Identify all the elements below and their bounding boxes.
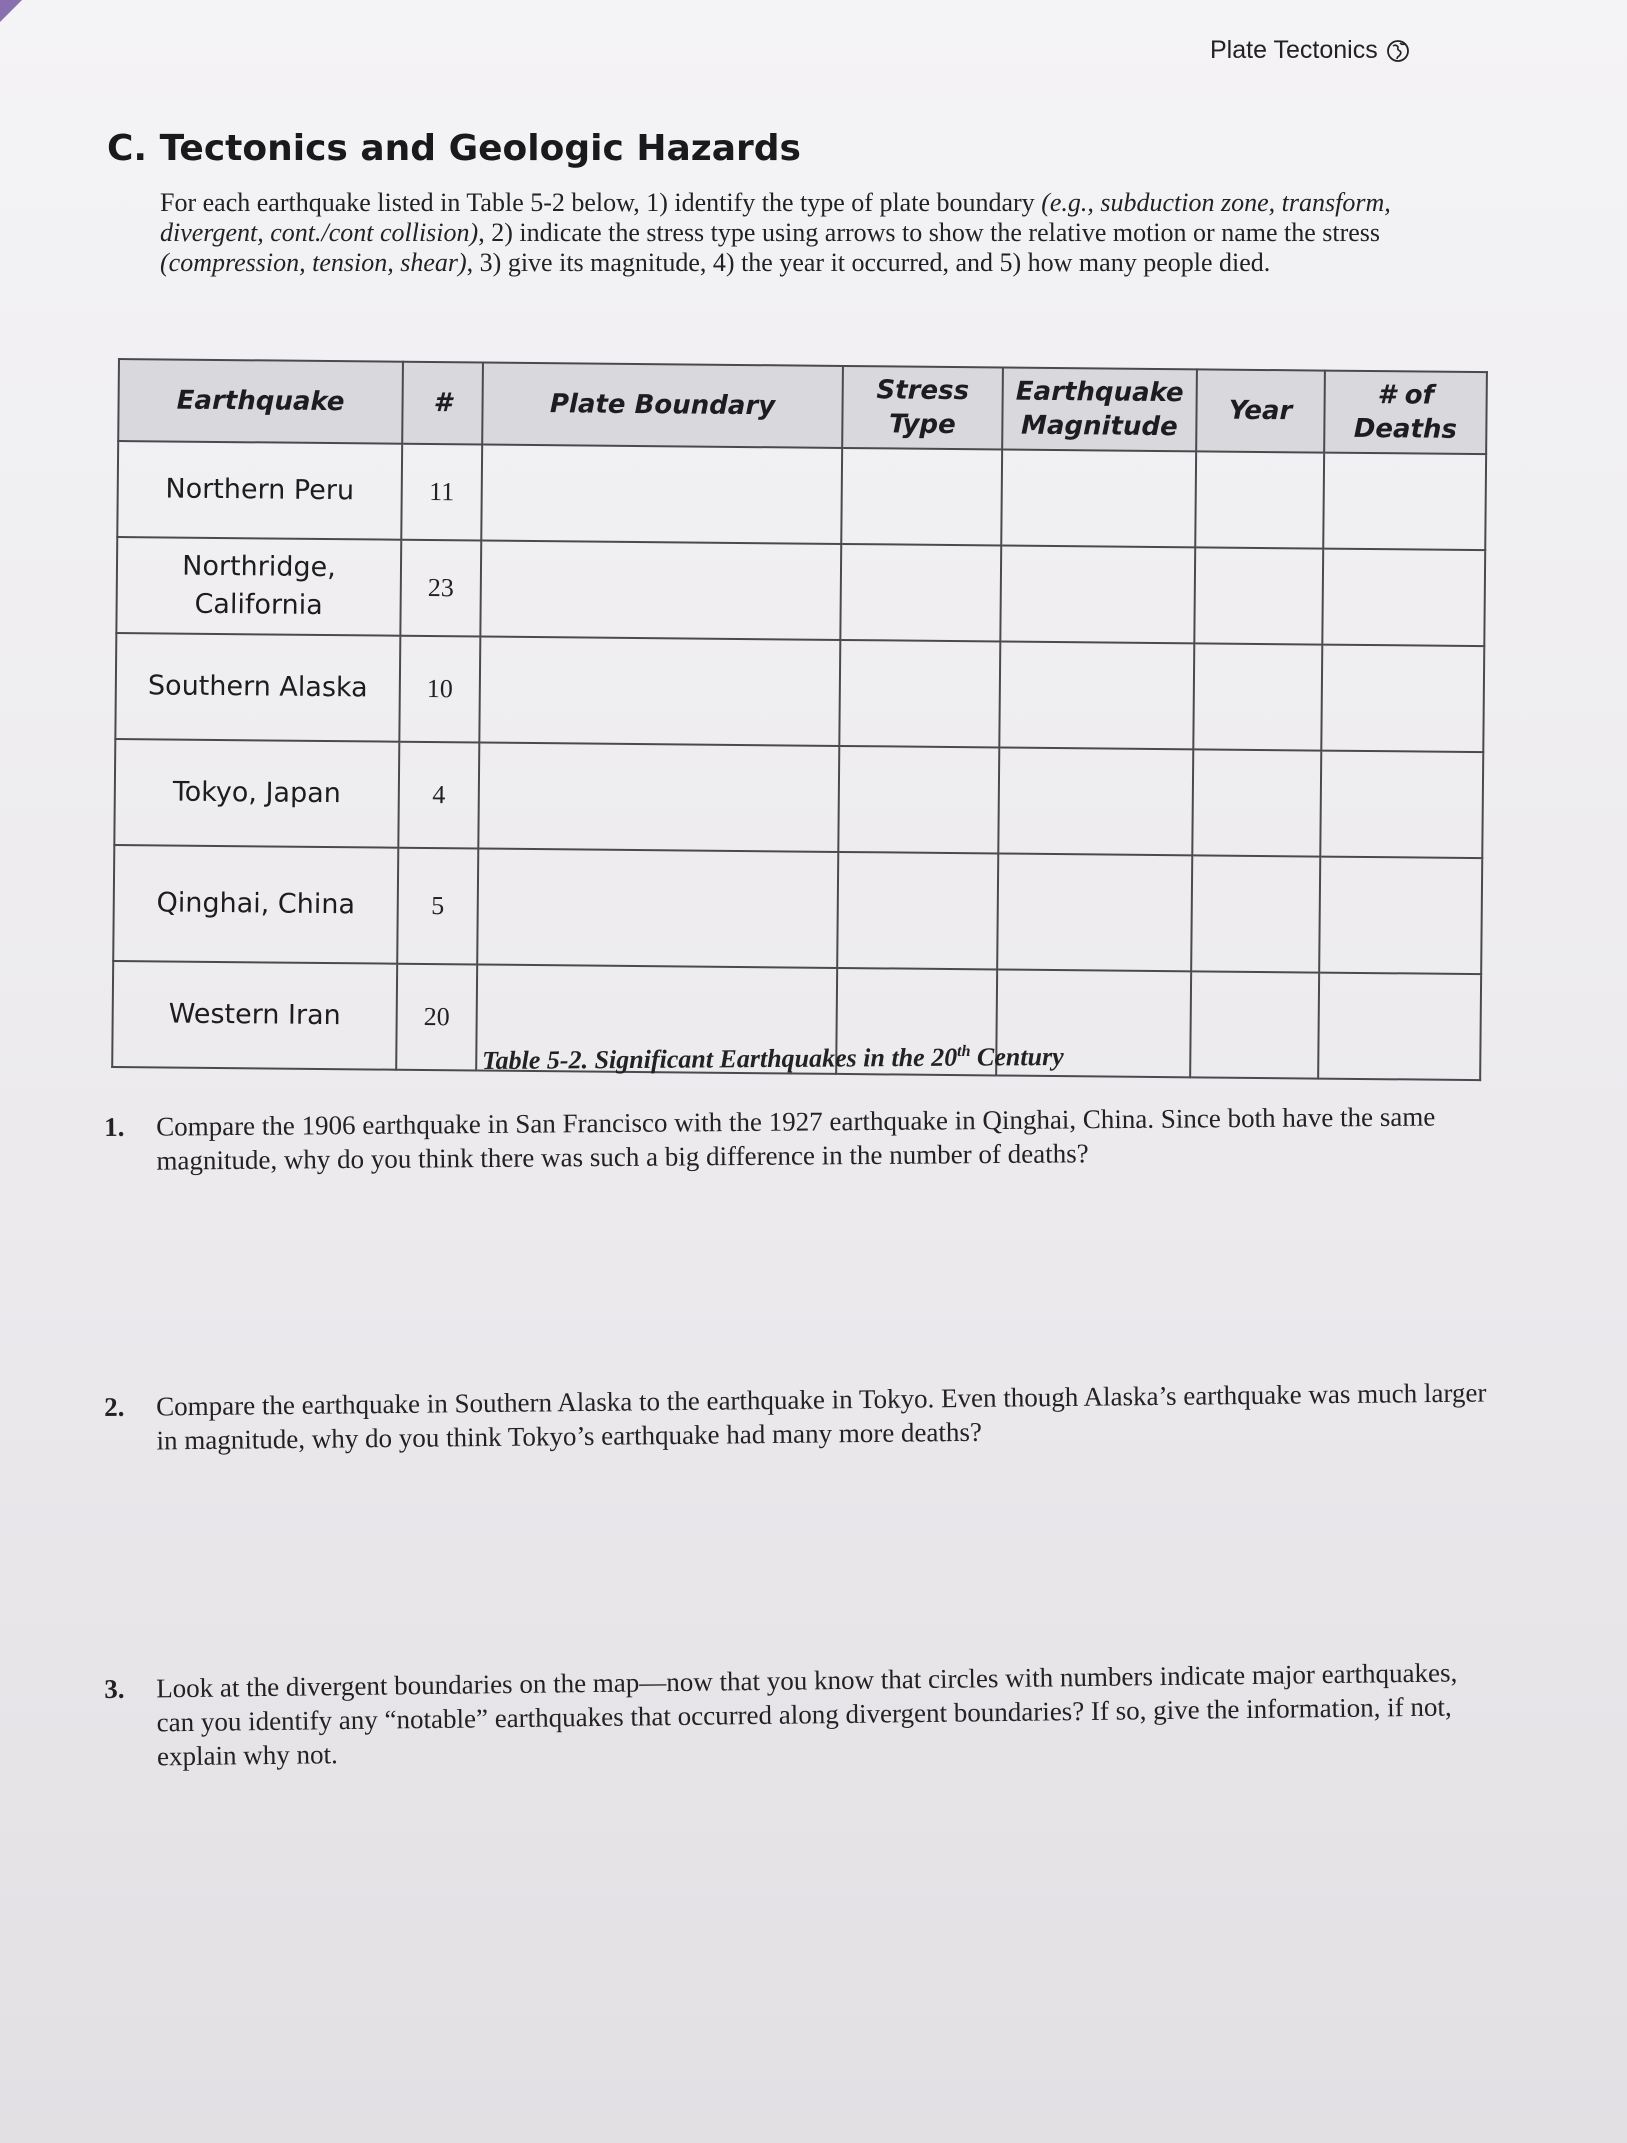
globe-icon: [1386, 39, 1410, 63]
stress-type-cell[interactable]: [839, 640, 1000, 748]
magnitude-cell[interactable]: [998, 747, 1193, 855]
header-stress-type: [842, 366, 1003, 450]
earthquake-name-cell: [113, 845, 398, 964]
plate-boundary-cell[interactable]: [478, 742, 839, 851]
header-deaths-line-1: # of: [1377, 380, 1434, 411]
stress-type-cell[interactable]: [837, 852, 998, 970]
header-earthquake: Earthquake: [118, 359, 403, 444]
earthquake-number-cell: 23: [400, 540, 481, 637]
question-text: Compare the 1906 earthquake in San Francisco with the 1927 earthquake in Qinghai, China. Since both have the same magnitude, why do you think there was such a big difference in the number of deaths?: [156, 1101, 1436, 1176]
magnitude-cell[interactable]: [997, 853, 1192, 971]
magnitude-cell[interactable]: [1001, 449, 1196, 547]
earthquake-name: Northern Peru: [165, 473, 355, 507]
caption-prefix: Table 5-2. Significant Earthquakes in the 20: [482, 1042, 958, 1075]
header-plate-boundary: Plate Boundary: [482, 363, 843, 448]
instructions-stress-examples: (compression, tension, shear): [160, 248, 467, 277]
table-header-row: [118, 359, 1487, 454]
running-header: [1210, 36, 1410, 65]
header-stress-line-1: Stress: [876, 375, 970, 407]
header-magnitude: [1002, 367, 1197, 451]
instructions: [104, 188, 1414, 278]
year-cell[interactable]: [1192, 749, 1321, 856]
header-title: Plate Tectonics: [1210, 36, 1378, 64]
earthquake-name-cell: [116, 537, 401, 636]
deaths-cell[interactable]: [1319, 857, 1482, 975]
plate-boundary-cell[interactable]: [477, 848, 838, 967]
earthquake-table: [111, 358, 1488, 1081]
instructions-boundary-examples: (e.g., subduction zone, transform, divergent, cont./cont collision): [160, 188, 1391, 247]
earthquake-name: Northridge,: [182, 550, 336, 584]
deaths-cell[interactable]: [1322, 549, 1485, 647]
earthquake-name: Qinghai, China: [156, 887, 356, 921]
question-number: 3.: [104, 1673, 125, 1704]
instructions-part-1: For each earthquake listed in Table 5-2 below, 1) identify the type of plate boundary: [160, 188, 1042, 217]
table-caption: [482, 1042, 1064, 1076]
plate-boundary-cell[interactable]: [479, 636, 840, 745]
earthquake-name-cell: [112, 961, 397, 1070]
header-number: #: [402, 362, 483, 445]
deaths-cell[interactable]: [1318, 973, 1481, 1081]
section-heading: C. Tectonics and Geologic Hazards: [107, 128, 801, 169]
plate-boundary-cell[interactable]: [480, 540, 841, 639]
earthquake-name-cell: [117, 441, 402, 540]
question-text: Look at the divergent boundaries on the map—now that you know that circles with numbers indicate major earthquakes, can you identify any “notable” earthquakes that occurred along divergent boundaries? If so, give the information, if not, explain why not.: [156, 1657, 1458, 1772]
table-row: [116, 537, 1485, 646]
year-cell[interactable]: [1193, 643, 1322, 750]
header-deaths: [1324, 371, 1487, 455]
question-number: 2.: [104, 1391, 125, 1422]
instructions-part-2: , 2) indicate the stress type using arrows to show the relative motion or name the stress: [478, 218, 1381, 247]
header-deaths-line-2: Deaths: [1353, 413, 1458, 445]
earthquake-name: Southern Alaska: [147, 670, 368, 704]
question-1: [104, 1099, 1496, 1178]
deaths-cell[interactable]: [1320, 751, 1483, 859]
year-cell[interactable]: [1194, 547, 1323, 644]
header-year: Year: [1196, 369, 1325, 452]
instructions-part-3: , 3) give its magnitude, 4) the year it occurred, and 5) how many people died.: [466, 248, 1271, 277]
header-magnitude-line-1: Earthquake: [1015, 376, 1184, 409]
question-text: Compare the earthquake in Southern Alaska to the earthquake in Tokyo. Even though Alaska’s earthquake was much larger in magnitude, why do you think Tokyo’s earthquake had many more deaths?: [156, 1377, 1487, 1456]
table-row: [113, 845, 1482, 974]
stress-type-cell[interactable]: [840, 544, 1001, 642]
stress-type-cell[interactable]: [838, 746, 999, 854]
magnitude-cell[interactable]: [1000, 545, 1195, 643]
plate-boundary-cell[interactable]: [481, 444, 842, 543]
earthquake-name: Tokyo, Japan: [172, 776, 342, 810]
earthquake-number-cell: 11: [401, 444, 482, 541]
caption-superscript: th: [957, 1042, 971, 1061]
corner-tab: [0, 0, 22, 22]
magnitude-cell[interactable]: [999, 641, 1194, 749]
earthquake-name: Western Iran: [168, 998, 341, 1032]
table-row: [117, 441, 1486, 550]
header-stress-line-2: Type: [888, 409, 956, 441]
deaths-cell[interactable]: [1323, 453, 1486, 551]
year-cell[interactable]: [1195, 451, 1324, 548]
instructions-text: [104, 188, 1414, 278]
earthquake-name-line-2: California: [194, 588, 323, 621]
year-cell[interactable]: [1191, 855, 1320, 972]
header-magnitude-line-2: Magnitude: [1020, 410, 1178, 443]
table-row: [114, 739, 1483, 858]
question-number: 1.: [104, 1111, 125, 1142]
earthquake-number-cell: 5: [397, 848, 478, 965]
earthquake-name-cell: [115, 633, 400, 742]
deaths-cell[interactable]: [1321, 645, 1484, 753]
caption-suffix: Century: [970, 1041, 1064, 1072]
question-3: [104, 1655, 1497, 1774]
earthquake-number-cell: 20: [396, 964, 477, 1071]
stress-type-cell[interactable]: [841, 448, 1002, 546]
earthquake-name-cell: [114, 739, 399, 848]
question-2: [104, 1375, 1497, 1458]
year-cell[interactable]: [1190, 971, 1319, 1078]
table-row: [115, 633, 1484, 752]
earthquake-number-cell: 10: [399, 636, 480, 743]
earthquake-number-cell: 4: [398, 742, 479, 849]
